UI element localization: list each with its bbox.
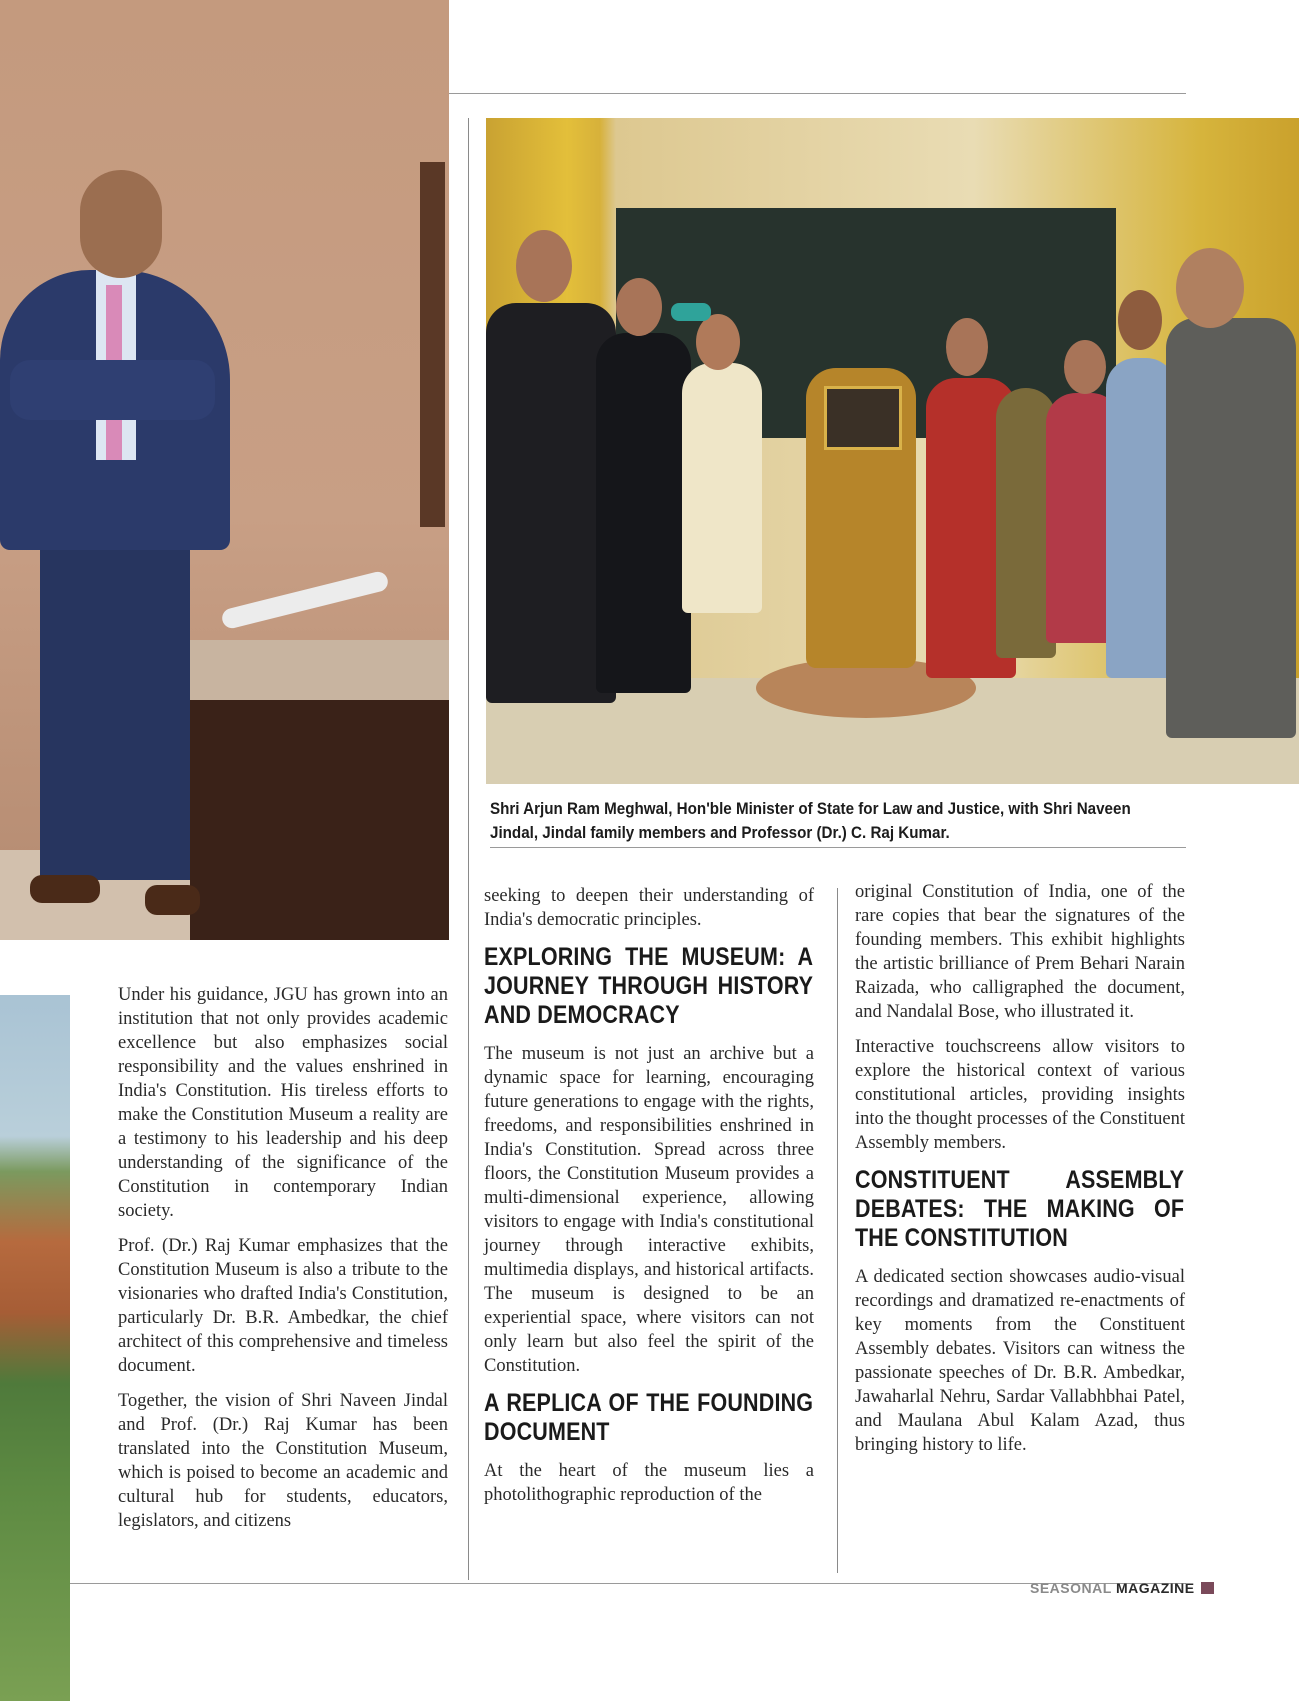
column-divider-left	[468, 118, 469, 1580]
section-heading: CONSTITUENT ASSEMBLY DEBATES: THE MAKING OF THE CONSTITUTION	[855, 1166, 1185, 1252]
paragraph: Under his guidance, JGU has grown into an institution that not only provides academic excellence but also emphasizes social responsibility and the values enshrined in India's Constitution. His tireless efforts to make the Constitution Museum a reality are a testimony to his leadership and his deep understanding of the significance of the Constitution in contemporary Indian society.	[118, 985, 448, 1221]
paragraph: Together, the vision of Shri Naveen Jindal and Prof. (Dr.) Raj Kumar has been translated into the Constitution Museum, which is poised to become an academic and cultural hub for students, educators, legislators, and citizens	[118, 1391, 448, 1531]
paragraph: The museum is not just an archive but a dynamic space for learning, encouraging future generations to engage with the rights, freedoms, and responsibilities enshrined in India's Constitution. Spread across three floors, the Constitution Museum provides a multi-dimensional experience, allowing visitors to engage with India's constitutional journey through interactive exhibits, multimedia displays, and historical artifacts. The museum is designed to be an experiential space, where visitors can not only learn but also feel the spirit of the Constitution.	[484, 1044, 814, 1376]
footer-magazine: MAGAZINE	[1115, 1580, 1195, 1596]
footer-seasonal: SEASONAL	[1030, 1580, 1112, 1596]
section-heading: EXPLORING THE MUSEUM: A JOURNEY THROUGH HISTORY AND DEMOCRACY	[484, 943, 814, 1029]
paragraph: At the heart of the museum lies a photolithographic reproduction of the	[484, 1461, 814, 1505]
campus-photo	[0, 995, 70, 1701]
text-column-2	[484, 884, 814, 1518]
paragraph: A dedicated section showcases audio-visual recordings and dramatized re-enactments of key moments from the Constituent Assembly debates. Visitors can witness the passionate speeches of Dr. B.R. Ambedkar, Jawaharlal Nehru, Sardar Vallabhbhai Patel, and Maulana Abul Kalam Azad, thus bringing history to life.	[855, 1267, 1185, 1455]
text-column-1	[118, 983, 448, 1544]
portrait-photo	[0, 0, 449, 940]
paragraph: Interactive touchscreens allow visitors to explore the historical context of various constitutional articles, providing insights into the thought processes of the Constituent Assembly members.	[855, 1037, 1185, 1153]
bottom-rule	[70, 1583, 1186, 1584]
column-divider-right	[837, 888, 838, 1573]
group-photo	[486, 118, 1299, 784]
paragraph: original Constitution of India, one of the rare copies that bear the signatures of the founding members. This exhibit highlights the artistic brilliance of Prem Behari Narain Raizada, who calligraphed the document, and Nandalal Bose, who illustrated it.	[855, 882, 1185, 1022]
text-column-3	[855, 880, 1185, 1468]
magazine-footer	[1030, 1580, 1214, 1596]
top-rule	[449, 93, 1186, 94]
photo-caption: Shri Arjun Ram Meghwal, Hon'ble Minister of State for Law and Justice, with Shri Naveen Jindal, Jindal family members and Professor (Dr.) C. Raj Kumar.	[490, 800, 1131, 842]
section-heading: A REPLICA OF THE FOUNDING DOCUMENT	[484, 1389, 814, 1446]
paragraph: seeking to deepen their understanding of India's democratic principles.	[484, 886, 814, 930]
square-icon	[1201, 1582, 1214, 1594]
caption-rule	[490, 847, 1186, 848]
paragraph: Prof. (Dr.) Raj Kumar emphasizes that the Constitution Museum is also a tribute to the visionaries who drafted India's Constitution, particularly Dr. B.R. Ambedkar, the chief architect of this comprehensive and timeless document.	[118, 1236, 448, 1376]
